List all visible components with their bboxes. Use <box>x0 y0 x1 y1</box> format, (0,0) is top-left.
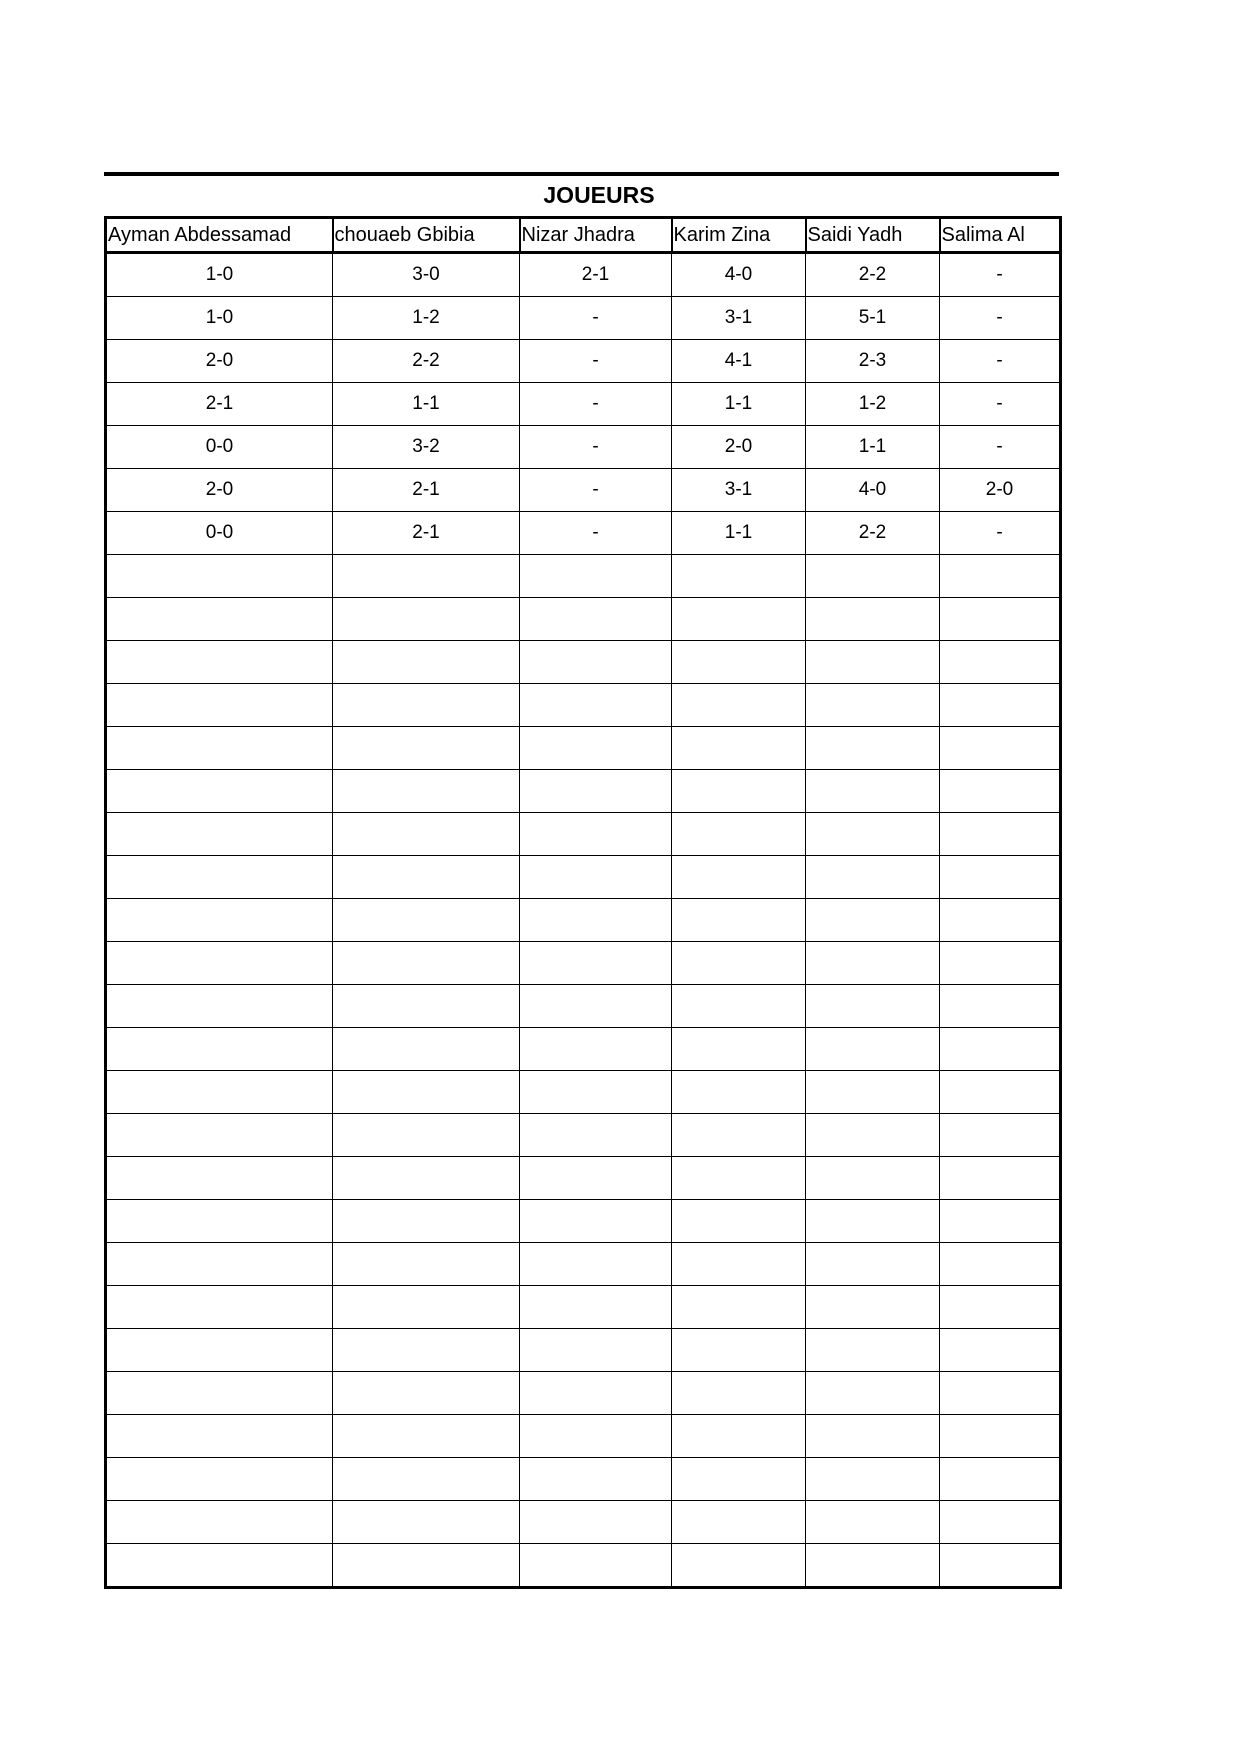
table-cell[interactable] <box>940 1415 1061 1458</box>
table-cell[interactable] <box>806 1071 940 1114</box>
table-cell[interactable] <box>940 684 1061 727</box>
table-cell[interactable] <box>106 1157 333 1200</box>
table-cell[interactable] <box>806 1028 940 1071</box>
table-cell[interactable] <box>520 641 672 684</box>
table-cell[interactable] <box>520 1243 672 1286</box>
table-cell[interactable] <box>106 1458 333 1501</box>
table-cell[interactable] <box>806 1200 940 1243</box>
table-cell[interactable] <box>806 727 940 770</box>
table-cell[interactable]: 2-2 <box>806 512 940 555</box>
table-cell[interactable] <box>520 684 672 727</box>
table-cell[interactable] <box>940 1329 1061 1372</box>
table-cell[interactable] <box>940 1028 1061 1071</box>
table-cell[interactable] <box>106 899 333 942</box>
table-cell[interactable] <box>106 1329 333 1372</box>
table-cell[interactable] <box>520 1114 672 1157</box>
table-cell[interactable] <box>106 598 333 641</box>
table-cell[interactable] <box>333 1157 520 1200</box>
table-row <box>106 727 1061 770</box>
table-cell[interactable]: - <box>520 426 672 469</box>
table-cell[interactable] <box>106 813 333 856</box>
table-row <box>106 899 1061 942</box>
table-cell[interactable]: - <box>520 469 672 512</box>
table-cell[interactable]: - <box>940 383 1061 426</box>
table-cell[interactable]: 2-1 <box>106 383 333 426</box>
table-cell[interactable]: - <box>520 383 672 426</box>
table-cell[interactable] <box>672 1114 806 1157</box>
table-cell[interactable] <box>806 856 940 899</box>
table-cell[interactable] <box>333 1028 520 1071</box>
table-cell[interactable] <box>106 1071 333 1114</box>
table-cell[interactable] <box>940 1071 1061 1114</box>
table-cell[interactable] <box>106 1200 333 1243</box>
table-cell[interactable] <box>940 1243 1061 1286</box>
table-cell[interactable] <box>333 899 520 942</box>
table-cell[interactable] <box>333 598 520 641</box>
column-header[interactable]: Ayman Abdessamad <box>106 218 333 253</box>
table-cell[interactable]: 1-0 <box>106 297 333 340</box>
table-cell[interactable] <box>940 1501 1061 1544</box>
table-cell[interactable] <box>940 899 1061 942</box>
column-header[interactable]: Saidi Yadh <box>806 218 940 253</box>
table-row <box>106 641 1061 684</box>
table-row <box>106 1415 1061 1458</box>
table-row <box>106 813 1061 856</box>
table-cell[interactable] <box>672 641 806 684</box>
table-cell[interactable] <box>520 1415 672 1458</box>
table-cell[interactable] <box>333 727 520 770</box>
table-cell[interactable]: - <box>940 253 1061 297</box>
table-cell[interactable] <box>333 684 520 727</box>
table-cell[interactable] <box>806 1372 940 1415</box>
table-cell[interactable] <box>806 770 940 813</box>
table-cell[interactable] <box>106 1028 333 1071</box>
table-cell[interactable] <box>333 1071 520 1114</box>
table-cell[interactable] <box>333 1415 520 1458</box>
table-cell[interactable] <box>333 1501 520 1544</box>
table-cell[interactable] <box>520 1372 672 1415</box>
table-cell[interactable] <box>520 1071 672 1114</box>
table-row <box>106 383 1061 426</box>
table-row <box>106 942 1061 985</box>
table-cell[interactable] <box>106 555 333 598</box>
table-cell[interactable]: 2-0 <box>940 469 1061 512</box>
table-cell[interactable] <box>333 1458 520 1501</box>
table-cell[interactable]: 3-1 <box>672 469 806 512</box>
table-cell[interactable] <box>806 684 940 727</box>
table-cell[interactable]: 0-0 <box>106 512 333 555</box>
column-header[interactable]: Karim Zina <box>672 218 806 253</box>
table-row <box>106 1544 1061 1588</box>
column-header[interactable]: Nizar Jhadra <box>520 218 672 253</box>
table-cell[interactable] <box>106 1501 333 1544</box>
table-cell[interactable]: 2-0 <box>106 469 333 512</box>
table-cell[interactable] <box>940 1372 1061 1415</box>
table-cell[interactable] <box>520 1329 672 1372</box>
table-cell[interactable] <box>672 1372 806 1415</box>
table-cell[interactable]: 2-3 <box>806 340 940 383</box>
table-cell[interactable]: 2-0 <box>672 426 806 469</box>
spreadsheet-page <box>104 172 1059 1589</box>
table-cell[interactable] <box>940 598 1061 641</box>
title-row <box>104 176 1059 216</box>
table-cell[interactable]: 1-2 <box>806 383 940 426</box>
table-cell[interactable]: 2-2 <box>333 340 520 383</box>
column-header[interactable]: chouaeb Gbibia <box>333 218 520 253</box>
table-cell[interactable]: 1-0 <box>106 253 333 297</box>
table-cell[interactable] <box>672 1243 806 1286</box>
table-cell[interactable] <box>672 1544 806 1588</box>
table-cell[interactable] <box>106 1415 333 1458</box>
table-row <box>106 1071 1061 1114</box>
table-cell[interactable] <box>333 985 520 1028</box>
table-cell[interactable] <box>806 942 940 985</box>
table-cell[interactable] <box>333 641 520 684</box>
table-cell[interactable]: 2-1 <box>520 253 672 297</box>
table-cell[interactable] <box>520 985 672 1028</box>
table-cell[interactable] <box>806 1501 940 1544</box>
table-cell[interactable]: 1-1 <box>333 383 520 426</box>
table-cell[interactable] <box>333 1544 520 1588</box>
table-row <box>106 1157 1061 1200</box>
table-cell[interactable] <box>806 1458 940 1501</box>
table-cell[interactable] <box>333 555 520 598</box>
table-row <box>106 1114 1061 1157</box>
table-cell[interactable] <box>520 813 672 856</box>
table-cell[interactable] <box>672 985 806 1028</box>
table-body <box>106 253 1061 1588</box>
table-cell[interactable] <box>520 942 672 985</box>
table-cell[interactable] <box>672 1071 806 1114</box>
table-cell[interactable]: 0-0 <box>106 426 333 469</box>
table-cell[interactable] <box>520 1028 672 1071</box>
table-cell[interactable] <box>940 727 1061 770</box>
table-cell[interactable]: - <box>520 340 672 383</box>
table-cell[interactable]: 3-0 <box>333 253 520 297</box>
table-cell[interactable] <box>520 1157 672 1200</box>
table-cell[interactable] <box>672 1286 806 1329</box>
table-cell[interactable]: - <box>520 512 672 555</box>
header-row <box>106 218 1061 253</box>
table-cell[interactable] <box>520 598 672 641</box>
table-cell[interactable]: 2-0 <box>106 340 333 383</box>
table-cell[interactable]: 2-1 <box>333 469 520 512</box>
table-cell[interactable] <box>333 1200 520 1243</box>
table-cell[interactable] <box>333 770 520 813</box>
table-cell[interactable] <box>940 1458 1061 1501</box>
table-row <box>106 1243 1061 1286</box>
table-cell[interactable] <box>672 598 806 641</box>
table-cell[interactable] <box>333 813 520 856</box>
table-cell[interactable] <box>333 1114 520 1157</box>
table-cell[interactable] <box>940 641 1061 684</box>
table-row <box>106 469 1061 512</box>
table-cell[interactable]: 2-2 <box>806 253 940 297</box>
table-cell[interactable] <box>672 942 806 985</box>
table-cell[interactable] <box>806 1329 940 1372</box>
table-cell[interactable] <box>333 856 520 899</box>
table-cell[interactable] <box>672 555 806 598</box>
table-cell[interactable] <box>106 1114 333 1157</box>
table-cell[interactable] <box>672 1157 806 1200</box>
table-row <box>106 340 1061 383</box>
table-cell[interactable] <box>520 1501 672 1544</box>
table-cell[interactable]: - <box>940 340 1061 383</box>
table-cell[interactable] <box>940 1544 1061 1588</box>
table-cell[interactable]: 5-1 <box>806 297 940 340</box>
table-cell[interactable] <box>806 1286 940 1329</box>
table-row <box>106 684 1061 727</box>
table-cell[interactable] <box>106 770 333 813</box>
table-cell[interactable]: 1-1 <box>672 383 806 426</box>
table-cell[interactable] <box>806 555 940 598</box>
table-cell[interactable]: 2-1 <box>333 512 520 555</box>
table-cell[interactable] <box>520 1286 672 1329</box>
table-cell[interactable] <box>106 684 333 727</box>
table-cell[interactable] <box>106 985 333 1028</box>
table-cell[interactable]: 1-2 <box>333 297 520 340</box>
table-cell[interactable]: - <box>940 297 1061 340</box>
table-cell[interactable] <box>940 985 1061 1028</box>
table-cell[interactable] <box>940 555 1061 598</box>
table-cell[interactable] <box>672 1501 806 1544</box>
table-cell[interactable] <box>806 1114 940 1157</box>
table-cell[interactable] <box>106 942 333 985</box>
table-cell[interactable] <box>806 1157 940 1200</box>
table-cell[interactable]: - <box>940 426 1061 469</box>
table-cell[interactable] <box>806 813 940 856</box>
table-cell[interactable] <box>106 1372 333 1415</box>
table-cell[interactable]: - <box>940 512 1061 555</box>
table-cell[interactable] <box>333 942 520 985</box>
table-cell[interactable] <box>672 684 806 727</box>
table-cell[interactable] <box>940 1114 1061 1157</box>
table-cell[interactable] <box>672 1028 806 1071</box>
table-row <box>106 1458 1061 1501</box>
page-title: JOUEURS <box>543 182 655 208</box>
table-row <box>106 1372 1061 1415</box>
table-cell[interactable]: 4-0 <box>806 469 940 512</box>
table-row <box>106 598 1061 641</box>
players-table <box>104 216 1062 1589</box>
table-cell[interactable]: 1-1 <box>672 512 806 555</box>
table-cell[interactable] <box>806 641 940 684</box>
table-row <box>106 512 1061 555</box>
table-cell[interactable] <box>672 813 806 856</box>
table-row <box>106 1286 1061 1329</box>
table-cell[interactable] <box>672 856 806 899</box>
table-cell[interactable] <box>333 1286 520 1329</box>
table-cell[interactable] <box>672 899 806 942</box>
table-cell[interactable] <box>520 899 672 942</box>
table-cell[interactable] <box>106 856 333 899</box>
table-row <box>106 555 1061 598</box>
table-cell[interactable] <box>940 770 1061 813</box>
table-row <box>106 253 1061 297</box>
table-row <box>106 1028 1061 1071</box>
table-cell[interactable] <box>672 1200 806 1243</box>
table-row <box>106 426 1061 469</box>
table-row <box>106 985 1061 1028</box>
table-row <box>106 1329 1061 1372</box>
table-cell[interactable]: 1-1 <box>806 426 940 469</box>
table-cell[interactable] <box>806 899 940 942</box>
table-cell[interactable] <box>940 813 1061 856</box>
table-cell[interactable] <box>520 1544 672 1588</box>
table-cell[interactable] <box>672 1415 806 1458</box>
table-cell[interactable] <box>520 555 672 598</box>
table-cell[interactable] <box>806 598 940 641</box>
table-cell[interactable] <box>806 1243 940 1286</box>
table-cell[interactable] <box>333 1243 520 1286</box>
table-row <box>106 1200 1061 1243</box>
table-cell[interactable] <box>806 1415 940 1458</box>
table-cell[interactable] <box>333 1372 520 1415</box>
table-cell[interactable]: 4-1 <box>672 340 806 383</box>
table-row <box>106 1501 1061 1544</box>
table-cell[interactable] <box>940 942 1061 985</box>
table-row <box>106 856 1061 899</box>
table-cell[interactable]: - <box>520 297 672 340</box>
table-cell[interactable] <box>520 727 672 770</box>
table-cell[interactable] <box>806 1544 940 1588</box>
table-cell[interactable] <box>940 1200 1061 1243</box>
table-row <box>106 297 1061 340</box>
table-cell[interactable] <box>106 1243 333 1286</box>
table-cell[interactable] <box>940 1157 1061 1200</box>
table-cell[interactable]: 3-1 <box>672 297 806 340</box>
table-cell[interactable]: 3-2 <box>333 426 520 469</box>
table-cell[interactable] <box>106 1544 333 1588</box>
table-cell[interactable] <box>520 1458 672 1501</box>
table-cell[interactable] <box>940 1286 1061 1329</box>
table-cell[interactable] <box>672 1329 806 1372</box>
table-row <box>106 770 1061 813</box>
table-cell[interactable] <box>806 985 940 1028</box>
table-cell[interactable] <box>672 770 806 813</box>
column-header[interactable]: Salima Al <box>940 218 1061 253</box>
table-cell[interactable] <box>520 1200 672 1243</box>
table-cell[interactable] <box>520 856 672 899</box>
table-cell[interactable] <box>940 856 1061 899</box>
table-cell[interactable] <box>106 641 333 684</box>
table-cell[interactable] <box>520 770 672 813</box>
table-cell[interactable] <box>672 1458 806 1501</box>
table-cell[interactable] <box>672 727 806 770</box>
table-cell[interactable] <box>333 1329 520 1372</box>
table-cell[interactable]: 4-0 <box>672 253 806 297</box>
table-cell[interactable] <box>106 727 333 770</box>
table-cell[interactable] <box>106 1286 333 1329</box>
